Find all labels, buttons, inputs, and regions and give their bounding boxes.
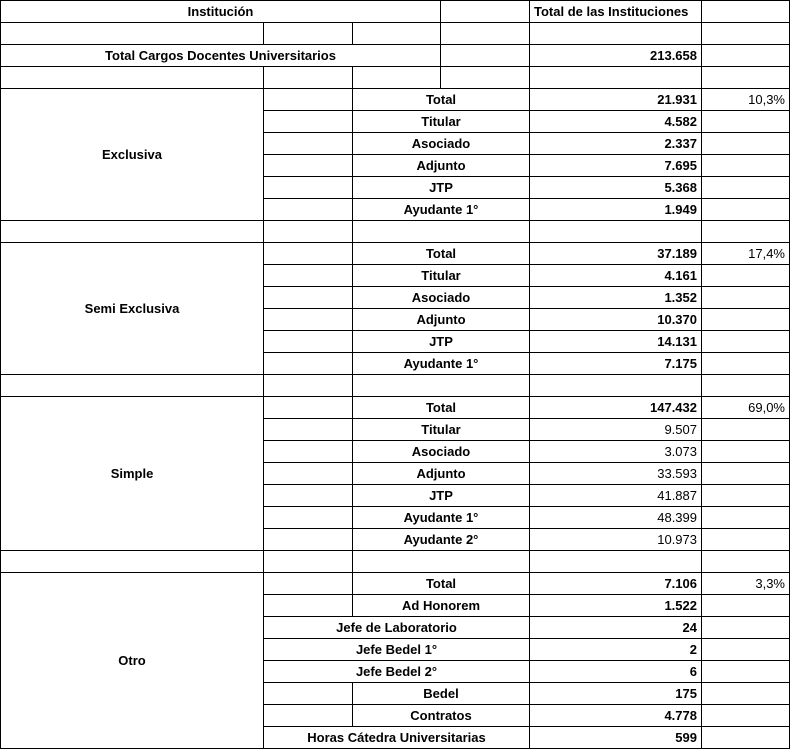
row-label: Ayudante 1° (353, 353, 530, 375)
row-value: 2.337 (530, 133, 702, 155)
spacer-row (1, 375, 790, 397)
header-institucion: Institución (1, 1, 441, 23)
row-label: Total (353, 573, 530, 595)
row-value: 33.593 (530, 463, 702, 485)
table-row (1, 243, 790, 265)
row-value: 21.931 (530, 89, 702, 111)
table-row (1, 573, 790, 595)
group-label-semi-exclusiva: Semi Exclusiva (1, 243, 264, 375)
row-label: Adjunto (353, 155, 530, 177)
group-label-otro: Otro (1, 573, 264, 749)
row-label: Total (353, 397, 530, 419)
spacer-row (1, 551, 790, 573)
spacer-row (1, 221, 790, 243)
row-value: 10.973 (530, 529, 702, 551)
row-label: Titular (353, 265, 530, 287)
table-row (1, 397, 790, 419)
row-label: Total (353, 89, 530, 111)
row-label: Asociado (353, 441, 530, 463)
row-label: Ayudante 1° (353, 199, 530, 221)
spacer-row (1, 67, 790, 89)
row-value: 41.887 (530, 485, 702, 507)
group-label-exclusiva: Exclusiva (1, 89, 264, 221)
row-value: 147.432 (530, 397, 702, 419)
row-label: Contratos (353, 705, 530, 727)
row-label: Asociado (353, 287, 530, 309)
row-value: 5.368 (530, 177, 702, 199)
group-pct-otro: 3,3% (702, 573, 790, 595)
total-cargos-row (1, 45, 790, 67)
row-value: 9.507 (530, 419, 702, 441)
row-value: 1.949 (530, 199, 702, 221)
row-label: Ayudante 1° (353, 507, 530, 529)
row-label: Bedel (353, 683, 530, 705)
table-row (1, 89, 790, 111)
row-value: 24 (530, 617, 702, 639)
row-value: 6 (530, 661, 702, 683)
total-cargos-value: 213.658 (530, 45, 702, 67)
row-value: 7.175 (530, 353, 702, 375)
row-value: 7.106 (530, 573, 702, 595)
group-label-simple: Simple (1, 397, 264, 551)
row-label: JTP (353, 485, 530, 507)
row-label: Jefe Bedel 1° (264, 639, 530, 661)
row-value: 48.399 (530, 507, 702, 529)
row-label: Adjunto (353, 309, 530, 331)
group-pct-exclusiva: 10,3% (702, 89, 790, 111)
row-value: 1.522 (530, 595, 702, 617)
row-value: 1.352 (530, 287, 702, 309)
row-value: 2 (530, 639, 702, 661)
row-value: 175 (530, 683, 702, 705)
row-label: JTP (353, 331, 530, 353)
row-value: 4.161 (530, 265, 702, 287)
row-label: JTP (353, 177, 530, 199)
row-label: Jefe Bedel 2° (264, 661, 530, 683)
row-label: Adjunto (353, 463, 530, 485)
spacer-row (1, 23, 790, 45)
group-pct-simple: 69,0% (702, 397, 790, 419)
row-label: Ad Honorem (353, 595, 530, 617)
row-value: 10.370 (530, 309, 702, 331)
row-value: 14.131 (530, 331, 702, 353)
row-value: 4.778 (530, 705, 702, 727)
row-label: Jefe de Laboratorio (264, 617, 530, 639)
row-value: 4.582 (530, 111, 702, 133)
row-label: Horas Cátedra Universitarias (264, 727, 530, 749)
row-value: 3.073 (530, 441, 702, 463)
row-value: 7.695 (530, 155, 702, 177)
row-label: Ayudante 2° (353, 529, 530, 551)
header-total-instituciones: Total de las Instituciones (530, 1, 702, 23)
row-value: 599 (530, 727, 702, 749)
group-pct-semi-exclusiva: 17,4% (702, 243, 790, 265)
total-cargos-label: Total Cargos Docentes Universitarios (1, 45, 441, 67)
row-label: Titular (353, 419, 530, 441)
row-label: Titular (353, 111, 530, 133)
row-value: 37.189 (530, 243, 702, 265)
row-label: Asociado (353, 133, 530, 155)
row-label: Total (353, 243, 530, 265)
header-row (1, 1, 790, 23)
